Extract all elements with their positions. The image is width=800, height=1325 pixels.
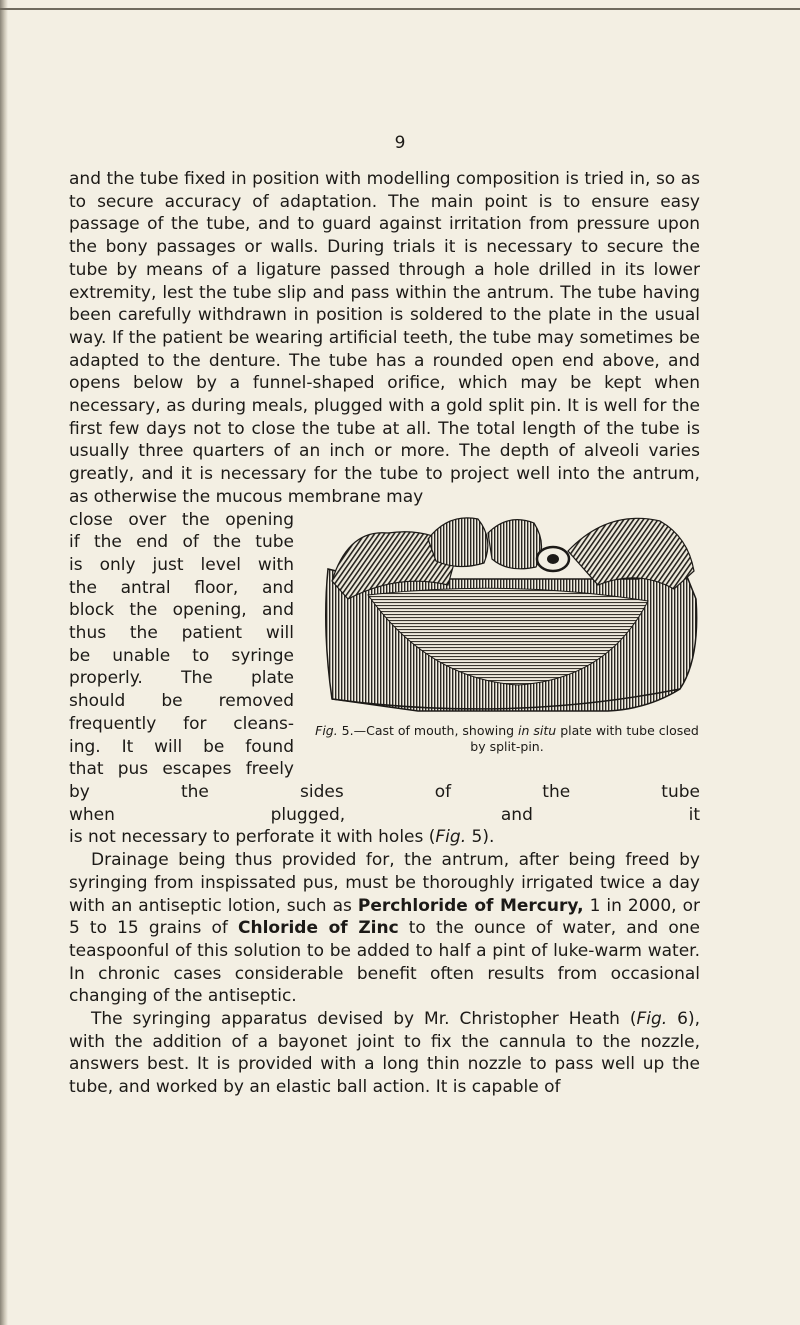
tooth-2 (488, 519, 542, 568)
wrap-line: should be removed (69, 691, 294, 712)
fig-reference: Fig. (636, 1009, 668, 1030)
wrap-line: is only just level with (69, 554, 294, 575)
wrap-line: block the opening, and (69, 600, 294, 621)
wrap-line: be unable to syringe (69, 645, 294, 666)
figure-5 (308, 509, 700, 755)
caption-text-1: 5.—Cast of mouth, showing (337, 722, 519, 738)
p2-text-2: 1 in 2000, or 5 to 15 grains of (69, 895, 700, 939)
wrap-line: ing. It will be found (69, 736, 294, 757)
paragraph-2 (69, 849, 700, 1008)
figure-caption (308, 723, 700, 755)
fig-reference: Fig. (435, 827, 467, 848)
paragraph-1: and the tube fixed in position with modelling composition is tried in, so as to secure accuracy of adaptation. The main point is to ensure easy passage of the tube, and to guard against irritation from pressure upon the bony passages or walls. During trials it is necessary to secure the tube by means of a ligature passed through a hole drilled in its lower extremity, lest the tube slip and pass within the antrum. The tube having been carefully withdrawn in position is soldered to the plate in the usual way. If the patient be wearing artificial teeth, the tube may sometimes be adapted to the denture. The tube has a rounded open end above, and opens below by a funnel-shaped orifice, which may be kept when necessary, as during meals, plugged with a gold split pin. It is well for the first few days not to close the tube at all. The total length of the tube is usually three quarters of an inch or more. The depth of alveoli varies greatly, and it is necessary for the tube to project well into the antrum, as otherwise the mucous membrane may (69, 169, 700, 507)
caption-fig-label: Fig. (315, 722, 338, 738)
paragraph-1-tail (69, 826, 700, 849)
wrap-line: thus the patient will (69, 623, 294, 644)
page-body (69, 168, 700, 1099)
tooth-1 (428, 517, 488, 566)
wrap-line: the antral floor, and (69, 577, 294, 598)
wrap-line: when plugged, and it (69, 804, 700, 825)
page-number: 9 (394, 133, 406, 153)
p2-text-1: Drainage being thus provided for, the antrum, after being freed by syringing from inspissated pus, must be thoroughly irrigated twice a day with an antiseptic lotion, such as (69, 850, 700, 916)
wrap-line: frequently for cleans- (69, 713, 294, 734)
tail-text-end: 5). (466, 827, 495, 848)
caption-text-italic: in situ (518, 722, 557, 738)
paragraph-3 (69, 1008, 700, 1099)
wrap-line: close over the opening (69, 509, 294, 530)
p3-text-1: The syringing apparatus devised by Mr. Christopher Heath ( (91, 1009, 637, 1030)
p2-bold-2: Chloride of Zinc (238, 918, 399, 939)
tail-text: is not necessary to perforate it with holes ( (69, 827, 436, 848)
wrap-line: that pus escapes freely (69, 759, 294, 780)
wrap-line: by the sides of the tube (69, 781, 700, 802)
wrap-line: properly. The plate (69, 668, 294, 689)
tube-opening-inner (547, 554, 559, 564)
mouth-cast-illustration (308, 509, 700, 719)
top-rule (0, 8, 800, 10)
p3-text-2: 6), with the addition of a bayonet joint to fix the cannula to the nozzle, answers best. It is provided with a long thin nozzle to pass well up the tube, and worked by an elastic ball action. It is capable of (69, 1009, 700, 1098)
caption-text-2: plate with tube closed by split-pin. (470, 722, 699, 754)
p2-bold-1: Perchloride of Mercury, (357, 895, 584, 916)
wrap-line: if the end of the tube (69, 532, 294, 553)
p2-text-3: to the ounce of water, and one teaspoonful of this solution to be added to half a pint of luke-warm water. In chronic cases considerable benefit often results from occasional changing of the antiseptic. (69, 918, 700, 1007)
page-edge-shadow (0, 0, 8, 1325)
